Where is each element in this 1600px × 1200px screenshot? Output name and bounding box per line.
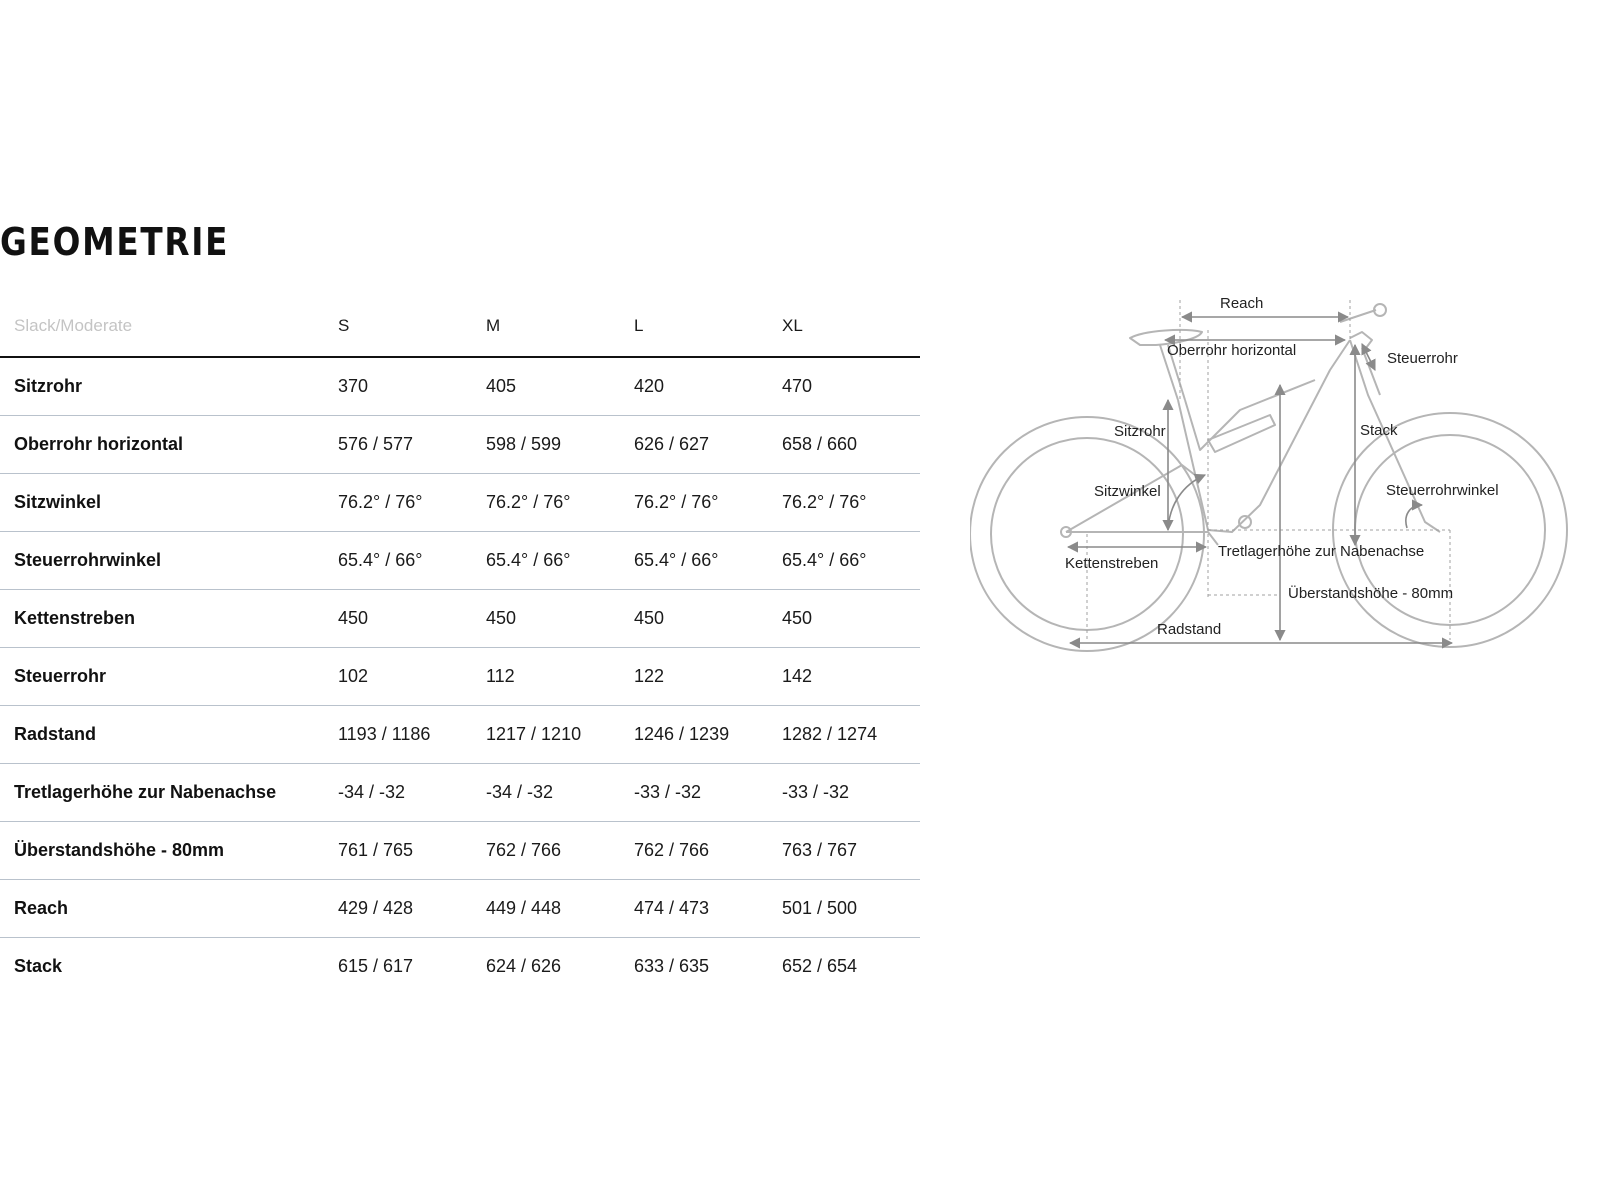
table-row (0, 706, 920, 764)
cell-xl: 763 / 767 (782, 840, 858, 860)
cell-xl: 501 / 500 (782, 898, 858, 918)
label-tretlager: Tretlagerhöhe zur Nabenachse (1218, 543, 1425, 560)
cell-m: 762 / 766 (486, 840, 562, 860)
cell-m: 76.2° / 76° (486, 492, 571, 512)
label-steuerrohrwinkel: Steuerrohrwinkel (1386, 482, 1499, 499)
size-header-xl: XL (782, 316, 803, 335)
cell-s: 615 / 617 (338, 956, 414, 976)
label-stack: Stack (1360, 422, 1398, 439)
table-row (0, 358, 920, 416)
table-row (0, 416, 920, 474)
cell-xl: 470 (782, 376, 813, 396)
cell-l: 420 (634, 376, 665, 396)
cell-s: 1193 / 1186 (338, 724, 431, 744)
cell-l: -33 / -32 (634, 782, 702, 802)
row-label: Sitzwinkel (14, 492, 102, 512)
table-row (0, 474, 920, 532)
cell-l: 122 (634, 666, 665, 686)
label-ueberstand: Überstandshöhe - 80mm (1288, 585, 1454, 602)
cell-m: 450 (486, 608, 517, 628)
label-sitzwinkel: Sitzwinkel (1094, 483, 1161, 500)
table-row (0, 822, 920, 880)
table-row (0, 880, 920, 938)
cell-s: 761 / 765 (338, 840, 414, 860)
cell-l: 76.2° / 76° (634, 492, 719, 512)
row-label: Überstandshöhe - 80mm (14, 840, 225, 860)
table-row (0, 590, 920, 648)
row-label: Stack (14, 956, 63, 976)
size-header-s: S (338, 316, 350, 335)
cell-xl: 658 / 660 (782, 434, 858, 454)
row-label: Steuerrohr (14, 666, 107, 686)
label-kettenstreben: Kettenstreben (1065, 555, 1159, 572)
cell-s: 576 / 577 (338, 434, 414, 454)
variant-label: Slack/Moderate (14, 316, 133, 335)
table-row (0, 648, 920, 706)
cell-s: -34 / -32 (338, 782, 406, 802)
size-header-m: M (486, 316, 501, 335)
row-label: Steuerrohrwinkel (14, 550, 162, 570)
cell-l: 633 / 635 (634, 956, 710, 976)
cell-s: 370 (338, 376, 369, 396)
cell-s: 429 / 428 (338, 898, 414, 918)
table-row (0, 938, 920, 995)
label-radstand: Radstand (1157, 621, 1222, 638)
label-oberrohr: Oberrohr horizontal (1167, 342, 1297, 359)
cell-m: 449 / 448 (486, 898, 562, 918)
cell-s: 65.4° / 66° (338, 550, 423, 570)
cell-l: 762 / 766 (634, 840, 710, 860)
label-reach: Reach (1220, 295, 1264, 312)
cell-l: 626 / 627 (634, 434, 710, 454)
cell-xl: 652 / 654 (782, 956, 858, 976)
cell-xl: -33 / -32 (782, 782, 850, 802)
cell-l: 474 / 473 (634, 898, 710, 918)
row-label: Kettenstreben (14, 608, 136, 628)
cell-xl: 1282 / 1274 (782, 724, 878, 744)
size-header-l: L (634, 316, 644, 335)
cell-m: 1217 / 1210 (486, 724, 582, 744)
cell-xl: 142 (782, 666, 813, 686)
cell-m: 405 (486, 376, 517, 396)
cell-s: 450 (338, 608, 369, 628)
table-row (0, 532, 920, 590)
label-steuerrohr: Steuerrohr (1387, 350, 1458, 367)
bike-geometry-diagram (970, 295, 1600, 670)
cell-xl: 450 (782, 608, 813, 628)
row-label: Reach (14, 898, 69, 918)
table-row (0, 764, 920, 822)
page-title: GEOMETRIE (0, 220, 230, 264)
cell-l: 1246 / 1239 (634, 724, 730, 744)
row-label: Oberrohr horizontal (14, 434, 184, 454)
label-sitzrohr: Sitzrohr (1114, 423, 1166, 440)
cell-s: 102 (338, 666, 369, 686)
row-label: Radstand (14, 724, 97, 744)
row-label: Sitzrohr (14, 376, 83, 396)
cell-xl: 65.4° / 66° (782, 550, 867, 570)
cell-l: 450 (634, 608, 665, 628)
cell-m: 598 / 599 (486, 434, 562, 454)
geometry-table (0, 296, 920, 995)
cell-m: -34 / -32 (486, 782, 554, 802)
cell-s: 76.2° / 76° (338, 492, 423, 512)
row-label: Tretlagerhöhe zur Nabenachse (14, 782, 277, 802)
cell-m: 624 / 626 (486, 956, 562, 976)
table-header-row (0, 296, 920, 358)
cell-l: 65.4° / 66° (634, 550, 719, 570)
cell-m: 65.4° / 66° (486, 550, 571, 570)
cell-xl: 76.2° / 76° (782, 492, 867, 512)
cell-m: 112 (486, 666, 515, 686)
